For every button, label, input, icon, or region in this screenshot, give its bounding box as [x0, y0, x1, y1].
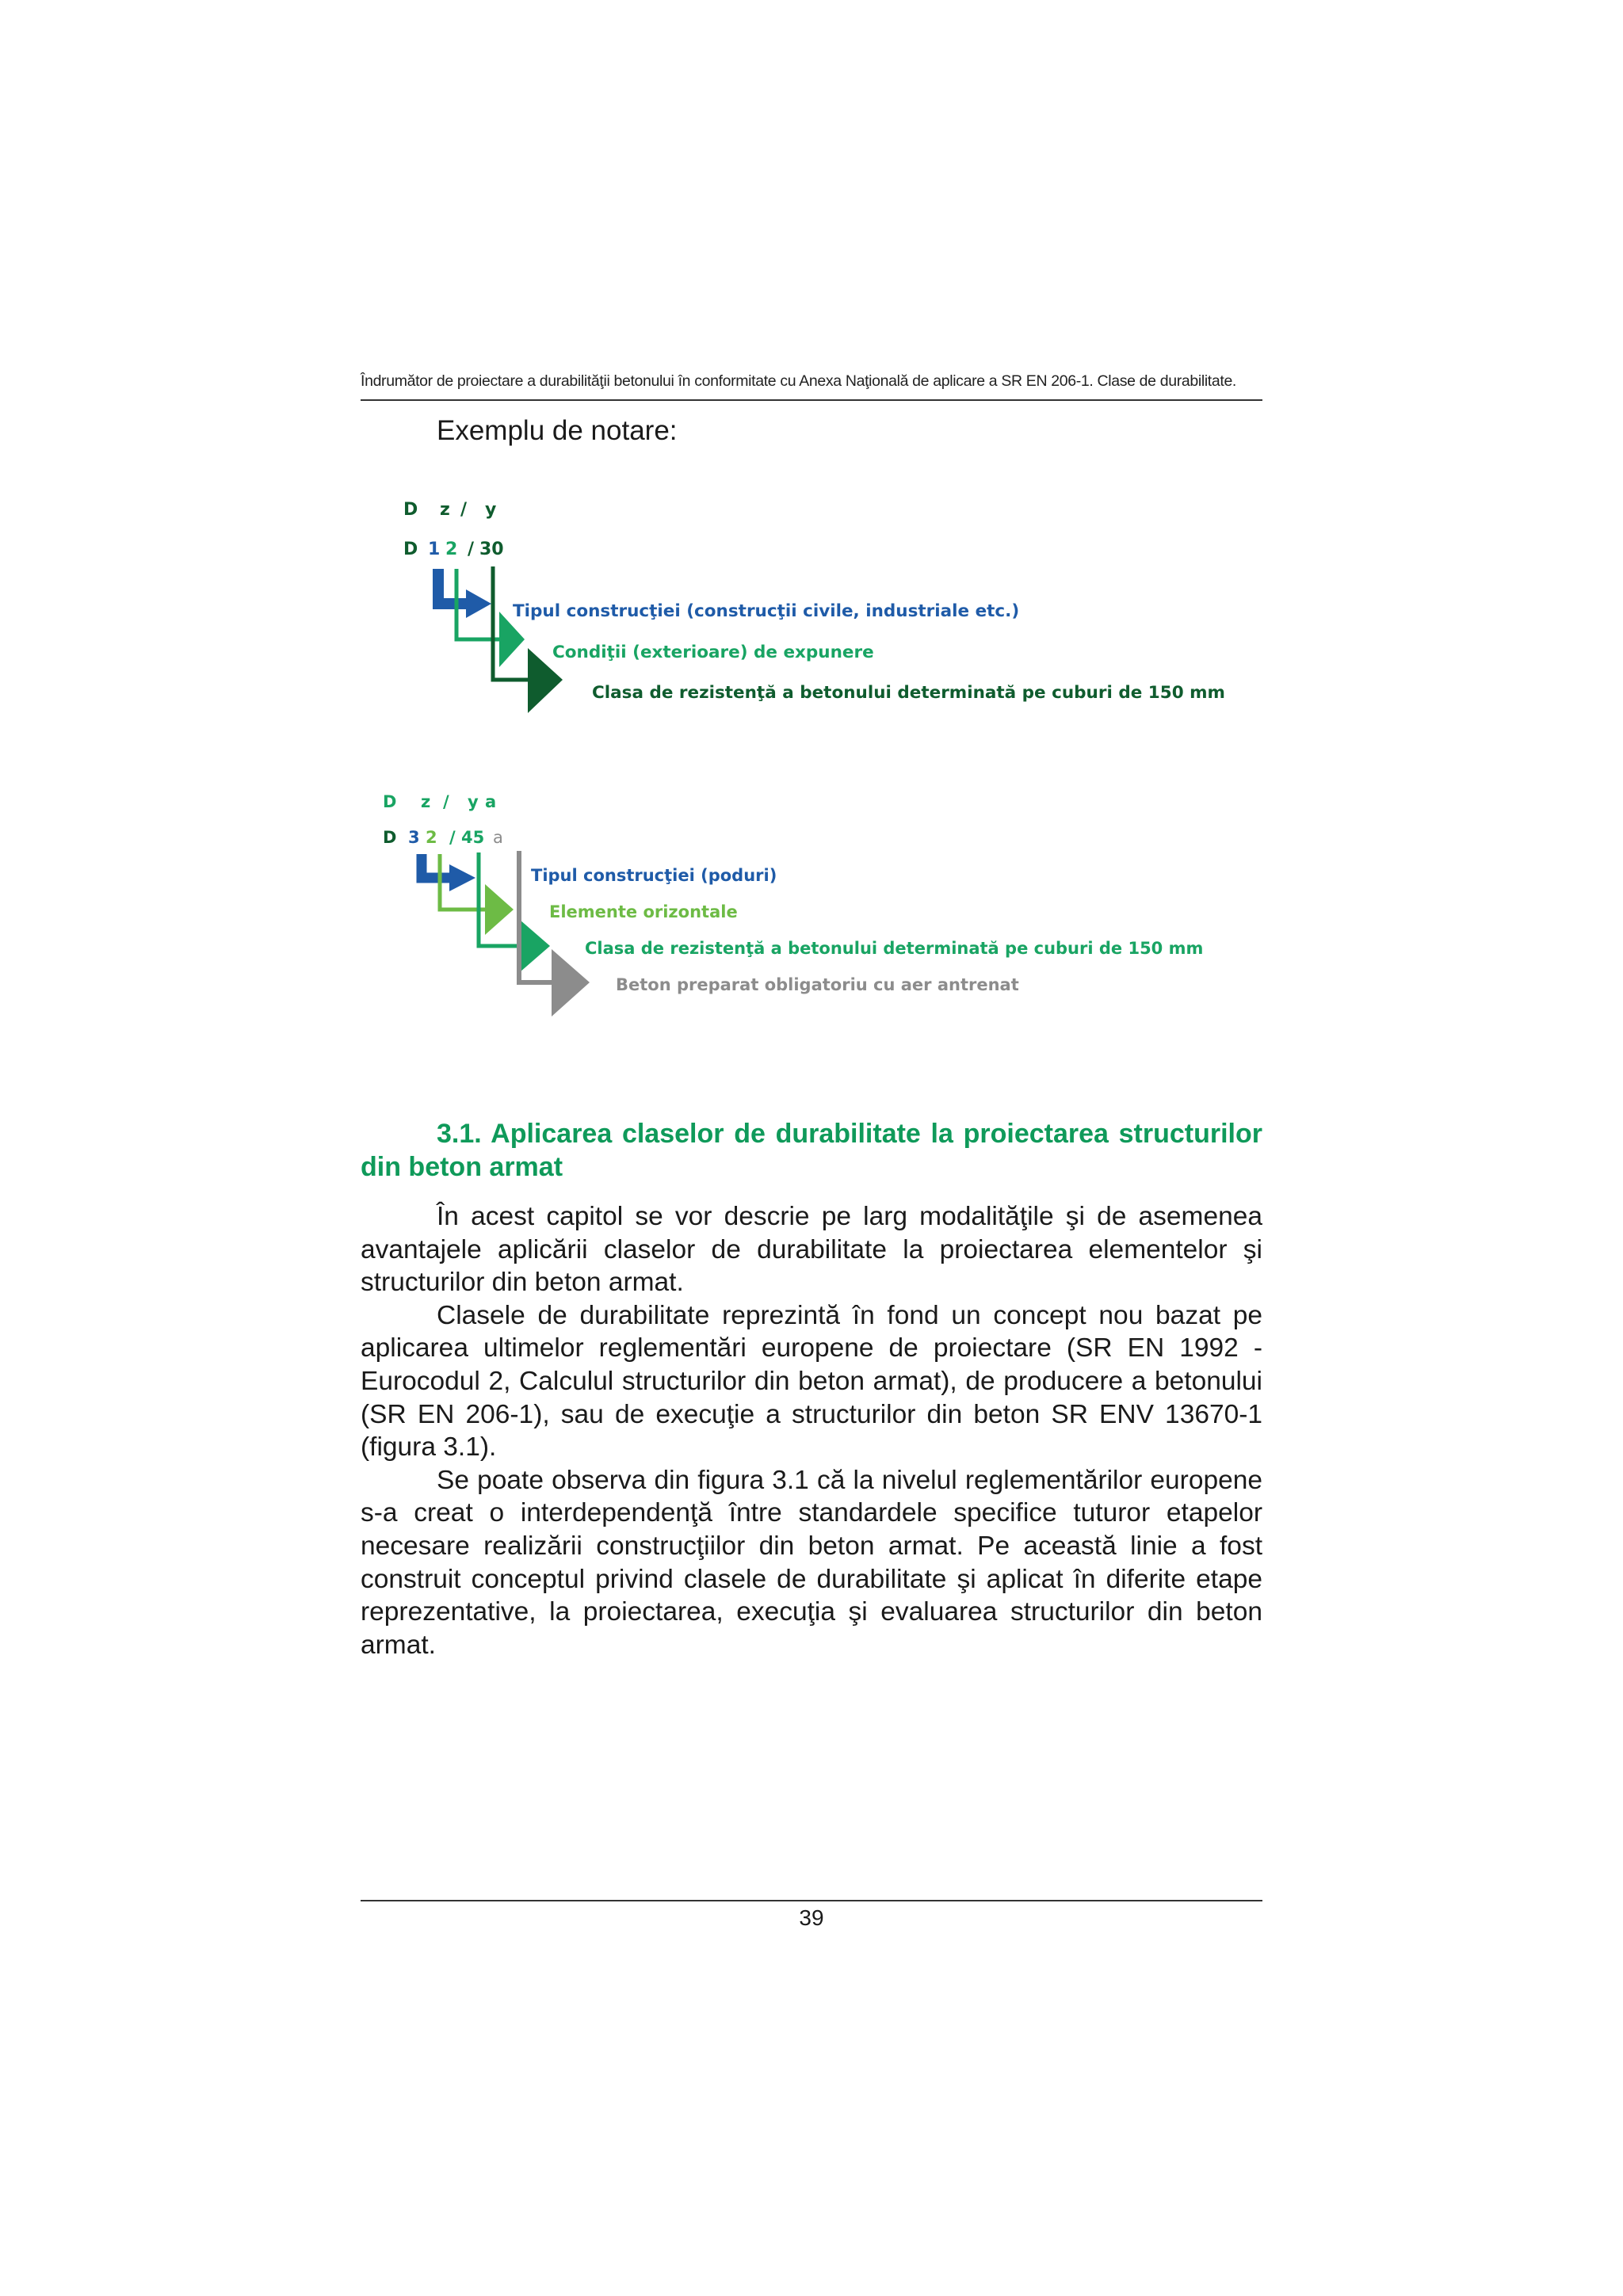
d2-letter-z: z	[421, 792, 431, 811]
d1-blue-arrow	[466, 589, 491, 618]
d1-value-d: D	[403, 540, 418, 559]
footer-divider	[361, 1900, 1262, 1901]
d2-value-slash: /	[449, 828, 456, 847]
d1-label-exposure: Condiţii (exterioare) de expunere	[552, 643, 874, 662]
d1-darkgreen-connector	[493, 566, 528, 680]
diagram-1	[403, 500, 1225, 713]
d2-label-strength-class: Clasa de rezistenţă a betonului determinată pe cuburi de 150 mm	[585, 939, 1204, 958]
section-title: 3.1. Aplicarea claselor de durabilitate la proiectarea structurilor din beton armat	[361, 1119, 1262, 1182]
running-header: Îndrumător de proiectare a durabilităţii betonului în conformitate cu Anexa Naţională de aplicare a SR EN 206-1. Clase de durabilitate.	[361, 372, 1237, 390]
paragraph-2: Clasele de durabilitate reprezintă în fond un concept nou bazat pe aplicarea ultimelor reglementări europene de proiectare (SR EN 1992 - Eurocodul 2, Calculul structurilor din beton armat), de producere a betonului (SR EN 206-1), sau de execuţie a structurilor din beton SR ENV 13670-1 (figura 3.1).	[361, 1300, 1262, 1463]
d1-value-30: 30	[479, 540, 504, 559]
diagram-2	[383, 792, 1203, 1016]
d1-letter-slash: /	[460, 500, 468, 520]
d1-value-1: 1	[428, 540, 441, 559]
page-number: 39	[799, 1905, 824, 1930]
d1-letter-y: y	[485, 500, 497, 520]
d2-letter-slash: /	[443, 792, 449, 811]
d1-label-construction-type: Tipul construcţiei (construcţii civile, industriale etc.)	[513, 601, 1020, 621]
d1-blue-connector	[438, 569, 466, 604]
d2-value-45: 45	[461, 828, 485, 847]
section-body	[361, 1200, 1262, 1661]
d2-value-3: 3	[408, 828, 420, 847]
notation-diagrams	[0, 0, 1623, 1109]
d2-gray-arrow	[552, 949, 590, 1016]
d2-letter-a: a	[485, 792, 497, 811]
paragraph-1: În acest capitol se vor descrie pe larg modalităţile şi de asemenea avantajele aplicării claselor de durabilitate la proiectarea elementelor şi structurilor din beton armat.	[361, 1202, 1262, 1298]
d2-value-d: D	[383, 828, 397, 847]
d2-label-construction-type: Tipul construcţiei (poduri)	[531, 866, 777, 885]
d1-letter-z: z	[440, 500, 450, 520]
d2-blue-arrow	[449, 864, 475, 891]
d2-letter-d: D	[383, 792, 397, 811]
d2-letter-y: y	[468, 792, 479, 811]
d2-label-air-entrained: Beton preparat obligatoriu cu aer antrenat	[616, 975, 1019, 994]
d1-value-2: 2	[445, 540, 458, 559]
d2-label-horizontal-elements: Elemente orizontale	[549, 902, 738, 921]
d1-value-slash: /	[468, 540, 475, 559]
d1-letter-d: D	[403, 500, 418, 520]
d2-value-a: a	[493, 828, 503, 847]
paragraph-3: Se poate observa din figura 3.1 că la nivelul reglementărilor europene s-a creat o interdependenţă între standardele specifice tuturor etapelor necesare realizării construcţiilor din beton armat. Pe această linie a fost construit conceptul privind clasele de durabilitate şi aplicat în diferite etape reprezentative, la proiectarea, execuţia şi evaluarea structurilor din beton armat.	[361, 1465, 1262, 1660]
example-title: Exemplu de notare:	[437, 415, 678, 446]
d2-value-2: 2	[426, 828, 437, 847]
d1-label-strength-class: Clasa de rezistenţă a betonului determinată pe cuburi de 150 mm	[592, 683, 1225, 703]
d2-lightgreen-arrow	[485, 884, 514, 935]
d2-green-arrow	[520, 920, 550, 972]
d2-blue-connector	[422, 854, 449, 878]
